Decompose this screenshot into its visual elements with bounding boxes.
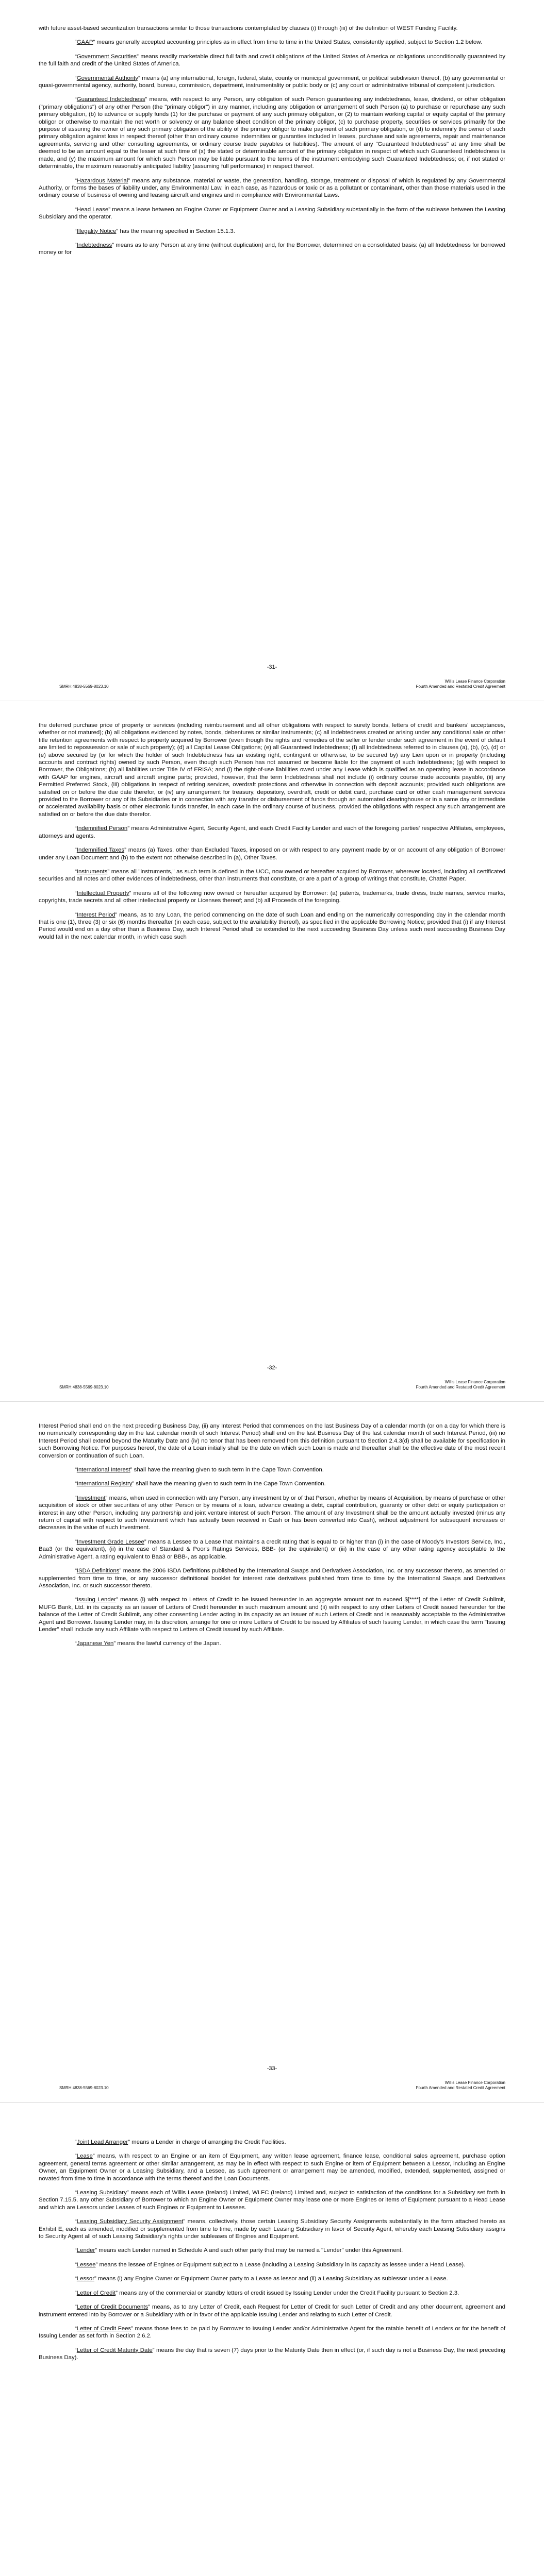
defined-term: Japanese Yen [76,1640,114,1647]
definition-paragraph: “Hazardous Material” means any substance, material or waste, the generation, handling, storage, treatment or disposal of which is regulated by any Governmental Authority, or forms the bases of liability under, any Environmental Law, in each case, as hazardous or toxic or as a pollutant or contaminant, other than those materials used in the ordinary course of business of owning and leasing aircraft and engines and in compliance with Environmental Laws. [39,177,506,199]
page-content [39,25,505,257]
defined-term: Governmental Authority [76,75,138,81]
definition-text: has the meaning specified in Section 15.1.3. [118,228,235,234]
definition-text: means any of the commercial or standby letters of credit issued by Issuing Lender under the Credit Facility pursuant to Section 2.3. [117,2290,459,2296]
defined-term: Investment [76,1495,106,1501]
defined-term: Letter of Credit Documents [76,2304,149,2311]
definition-text: means (i) any Engine Owner or Equipment Owner party to a Lease as lessor and (ii) a Leasing Subsidiary as sublessor under a Lease. [96,2276,448,2282]
definition-text: means the lessee of Engines or Equipment subject to a Lease (including a Leasing Subsidiary in its capacity as lessee under a Head Lease). [97,2261,466,2268]
definition-paragraph: “Instruments” means all "instruments," as such term is defined in the UCC, now owned or hereafter acquired by Borrower, wherever located, including all certificated securities and all notes and other evidences of indebtedness, other than instruments that constitute, or are a part of a group of writings that constitute, Chattel Paper. [39,868,505,883]
definition-text: means each Lender named in Schedule A and each other party that may be named a "Lender" under this Agreement. [97,2247,403,2254]
page [0,0,544,701]
footer-title [416,679,505,689]
page-number: -31- [267,664,277,670]
page [0,701,544,1401]
definition-text: means the lawful currency of the Japan. [116,1640,221,1647]
defined-term: Head Lease [76,206,109,213]
document-id: SMRH:4838-5569-8023.10 [59,1385,109,1389]
definition-paragraph: “Lender” means each Lender named in Schedule A and each other party that may be named a "Lender" under this Agreement. [75,2247,403,2254]
definition-text: means, as to any Loan, the period commencing on the date of such Loan and ending on the numerically corresponding day in the calendar month that is one (1), three (3) or six (6) months thereafter (in each case, subject to the availability thereof), as specified in the applicable Borrowing Notice; provided that (i) if any Interest Period would end on a day other than a Business Day, such Interest Period shall be extended to the next succeeding Business Day unless such next succeeding Business Day would fall in the next calendar month, in which case such [39,911,506,940]
document-id: SMRH:4838-5569-8023.10 [59,684,109,689]
page [0,2102,544,2576]
page-number: -33- [267,2065,277,2072]
defined-term: Indemnified Taxes [76,847,125,854]
definition-text: means a Lender in charge of arranging the Credit Facilities. [130,2139,286,2145]
defined-term: Hazardous Material [76,177,128,184]
defined-term: Intellectual Property [76,890,129,896]
company-name: Willis Lease Finance Corporation [444,679,505,684]
defined-term: Joint Lead Arranger [76,2139,128,2145]
definition-text: means, collectively, those certain Leasing Subsidiary Security Assignments substantially in the form attached hereto as Exhibit E, each as amended, modified or supplemented from time to time, made by each Leasing Subsidiary in favor of Security Agent, whereby each Leasing Subsidiary assigns to Security Agent all of such Leasing Subsidiary's rights under subleases of Engines and Equipment. [39,2218,505,2240]
definition-paragraph: “Joint Lead Arranger” means a Lender in charge of arranging the Credit Facilities. [75,2139,286,2145]
definition-text: means, with respect to an Engine or an item of Equipment, any written lease agreement, finance lease, conditional sales agreement, purchase option agreement, general terms agreement or other similar arrangement, as may be in effect with respect to such Engine or item of Equipment between a Lessor, including an Engine Owner, an Equipment Owner or a Leasing Subsidiary, and a Lessee, as such agreement or arrangement may be amended, modified, extended, supplemented, assigned or novated from time to time in accordance with the terms thereof and the Loan Documents. [39,2153,505,2182]
definition-text: means, with respect to any Person, any obligation of such Person guaranteeing any indebtedness, lease, dividend, or other obligation ("primary obligations") of any other Person (the "primary obligor") in any manner, including any obligation or arrangement of such Person (a) to purchase or repurchase any such primary obligation, (b) to advance or supply funds (1) for the purchase or payment of any such primary obligation, or (2) to maintain working capital or equity capital of the primary obligor or otherwise to maintain the net worth or solvency or any balance sheet condition of the primary obligor, (c) to purchase property, securities or services primarily for the purpose of assuring the owner of any such primary obligation of the ability of the primary obligor to make payment of such primary obligation, or (d) to indemnify the owner of such primary obligation against loss in respect thereof (other than ordinary course indemnities or guaranties included in leases, purchase and sale agreements, repair and maintenance agreements, servicing and other consulting agreements, or ordinary course trade payables or liabilities). The amount of any "Guaranteed Indebtedness" at any time shall be deemed to be an amount equal to the lesser at such time of (x) the stated or determinable amount of the primary obligation in respect of which such Guaranteed Indebtedness is made, and (y) the maximum amount for which such Person may be liable pursuant to the terms of the instrument embodying such Guaranteed Indebtedness; or, if not stated or determinable, the maximum reasonably anticipated liability (assuming full performance) in respect thereof. [39,96,505,170]
definition-paragraph: “Guaranteed Indebtedness” means, with respect to any Person, any obligation of such Person guaranteeing any indebtedness, lease, dividend, or other obligation ("primary obligations") of any other Person (the "primary obligor") in any manner, including any obligation or arrangement of such Person (a) to purchase or repurchase any such primary obligation, (b) to advance or supply funds (1) for the purchase or payment of any such primary obligation, or (2) to maintain working capital or equity capital of the primary obligor or otherwise to maintain the net worth or solvency or any balance sheet condition of the primary obligor, (c) to purchase property, securities or services primarily for the purpose of assuring the owner of any such primary obligation of the ability of the primary obligor to make payment of such primary obligation, or (d) to indemnify the owner of such primary obligation against loss in respect thereof (other than ordinary course indemnities or guaranties included in leases, purchase and sale agreements, repair and maintenance agreements, servicing and other consulting agreements, or ordinary course trade payables or liabilities). The amount of any "Guaranteed Indebtedness" at any time shall be deemed to be an amount equal to the lesser at such time of (x) the stated or determinable amount of the primary obligation in respect of which such Guaranteed Indebtedness is made, and (y) the maximum amount for which such Person may be liable pursuant to the terms of the instrument embodying such Guaranteed Indebtedness; or, if not stated or determinable, the maximum reasonably anticipated liability (assuming full performance) in respect thereof. [39,96,505,170]
company-name: Willis Lease Finance Corporation [444,2080,505,2085]
defined-term: ISDA Definitions [76,1568,120,1574]
defined-term: Indemnified Person [76,825,128,832]
definition-paragraph: “Leasing Subsidiary” means each of Willis Lease (Ireland) Limited, WLFC (Ireland) Limited and, subject to satisfaction of the conditions for a Subsidiary set forth in Section 7.15.5, any other Subsidiary of Borrower to which an Engine Owner or Equipment Owner may lease one or more Engines or items of Equipment pursuant to a Head Lease and which are Lessors under Leases of such Engines or Equipment to Lessees. [39,2190,505,2211]
defined-term: GAAP [76,39,93,46]
definition-paragraph: “Indemnified Person” means Administrative Agent, Security Agent, and each Credit Facility Lender and each of the foregoing parties' respective Affiliates, employees, attorneys and agents. [39,825,505,839]
page-number: -32- [267,1365,277,1371]
continued-paragraph: Interest Period shall end on the next preceding Business Day, (ii) any Interest Period that commences on the last Business Day of a calendar month (or on a day for which there is no numerically corresponding day in the last calendar month of such Interest Period) shall end on the last Business Day of the last calendar month of such Interest Period, (iii) no Interest Period shall extend beyond the Maturity Date and (iv) no tenor that has been removed from this definition pursuant to Section 2.4.3(d) shall be available for specification in such Borrowing Notice. For purposes hereof, the date of a Loan initially shall be the date on which such Loan is made and thereafter shall be the effective date of the most recent conversion or continuation of such Loan. [39,1423,505,1459]
definition-paragraph: “International Registry” shall have the meaning given to such term in the Cape Town Convention. [75,1481,326,1487]
definition-text: means any substance, material or waste, the generation, handling, storage, treatment or disposal of which is regulated by any Governmental Authority, or forms the bases of liability under, any Environmental Law, in each case, as hazardous or toxic or as a pollutant or contaminant, other than those materials used in the ordinary course of business of owning and leasing aircraft and engines and in compliance with Environmental Laws. [39,177,506,199]
document-id: SMRH:4838-5569-8023.10 [59,2086,109,2090]
definition-paragraph: “Governmental Authority” means (a) any international, foreign, federal, state, county or municipal government, or political subdivision thereof, (b) any governmental or quasi-governmental agency, authority, board, bureau, commission, department, instrumentality or public body or (c) any court or administrative tribunal of competent jurisdiction. [39,75,505,89]
defined-term: Lessee [76,2261,96,2268]
definition-paragraph: “Letter of Credit Fees” means those fees to be paid by Borrower to Issuing Lender and/or Administrative Agent for the ratable benefit of Lenders or for the benefit of Issuing Lender as set forth in Section 2.6.2. [39,2325,505,2340]
definition-text: means as to any Person at any time (without duplication) and, for the Borrower, determined on a consolidated basis: (a) all Indebtedness for borrowed money or for [39,242,505,256]
definition-paragraph: “Letter of Credit Maturity Date” means the day that is seven (7) days prior to the Maturity Date then in effect (or, if such day is not a Business Day, the next preceding Business Day). [39,2347,505,2361]
definition-text: means (a) Taxes, other than Excluded Taxes, imposed on or with respect to any payment made by or on account of any obligation of Borrower under any Loan Document and (b) to the extent not otherwise described in (a), Other Taxes. [39,847,505,861]
defined-term: Letter of Credit Maturity Date [76,2347,153,2353]
definition-text: shall have the meaning given to such term in the Cape Town Convention. [132,1467,324,1473]
defined-term: Indebtedness [76,242,112,248]
agreement-name: Fourth Amended and Restated Credit Agreement [416,2086,505,2090]
definition-text: means readily marketable direct full faith and credit obligations of the United States of America or obligations unconditionally guaranteed by the full faith and credit of the United States of America. [39,53,505,67]
footer-title [416,1380,505,1390]
page-content [39,2139,505,2362]
definition-text: means, as to any Letter of Credit, each Request for Letter of Credit for such Letter of Credit and any other document, agreement and instrument entered into by Borrower or a Subsidiary with or in favor of the applicable Issuing Lender and relating to such Letter of Credit. [39,2304,505,2318]
defined-term: Issuing Lender [76,1597,116,1603]
definition-paragraph: “Government Securities” means readily marketable direct full faith and credit obligations of the United States of America or obligations unconditionally guaranteed by the full faith and credit of the United States of America. [39,53,505,67]
definition-paragraph: “GAAP” means generally accepted accounting principles as in effect from time to time in the United States, consistently applied, subject to Section 1.2 below. [75,39,482,46]
continued-paragraph: with future asset-based securitization transactions similar to those transactions contemplated by clauses (i) through (iii) of the definition of WEST Funding Facility. [39,25,458,31]
definition-paragraph: “Indebtedness” means as to any Person at any time (without duplication) and, for the Borrower, determined on a consolidated basis: (a) all Indebtedness for borrowed money or for [39,242,505,256]
definition-text: means the 2006 ISDA Definitions published by the International Swaps and Derivatives Association, Inc. or any successor thereto, as amended or supplemented from time to time, or any successor definitional booklet for interest rate derivatives published from time to time by the International Swaps and Derivatives Association, Inc. or such successor thereto. [39,1568,505,1589]
defined-term: Lease [76,2153,93,2160]
definition-text: means a lease between an Engine Owner or Equipment Owner and a Leasing Subsidiary substantially in the form of the sublease between the Leasing Subsidiary and the operator. [39,206,505,221]
page-footer [39,2066,505,2091]
definition-text: means Administrative Agent, Security Agent, and each Credit Facility Lender and each of the foregoing parties' respective Affiliates, employees, attorneys and agents. [39,825,505,839]
definition-paragraph: “ISDA Definitions” means the 2006 ISDA Definitions published by the International Swaps and Derivatives Association, Inc. or any successor thereto, as amended or supplemented from time to time, or any successor definitional booklet for interest rate derivatives published from time to time by the International Swaps and Derivatives Association, Inc. or such successor thereto. [39,1568,505,1589]
definition-text: means all "instruments," as such term is defined in the UCC, now owned or hereafter acquired by Borrower, wherever located, including all certificated securities and all notes and other evidences of indebtedness, other than instruments that constitute, or are a part of a group of writings that constitute, Chattel Paper. [39,868,505,883]
agreement-name: Fourth Amended and Restated Credit Agreement [416,684,505,689]
definition-paragraph: “Lessee” means the lessee of Engines or Equipment subject to a Lease (including a Leasing Subsidiary in its capacity as lessee under a Head Lease). [75,2261,466,2268]
continued-paragraph: the deferred purchase price of property or services (including reimbursement and all other obligations with respect to surety bonds, letters of credit and bankers' acceptances, whether or not matured); (b) all obligations evidenced by notes, bonds, debentures or similar instruments; (c) all indebtedness created or arising under any conditional sale or other title retention agreements with respect to property acquired by Borrower (even though the rights and remedies of the seller or lender under such agreement in the event of default are limited to repossession or sale of such property); (d) all Capital Lease Obligations; (e) all Guaranteed Indebtedness; (f) all Indebtedness referred to in clauses (a), (b), (c), (d) or (e) above secured by (or for which the holder of such Indebtedness has an existing right, contingent or otherwise, to be secured by) any Lien upon or in property (including accounts and contract rights) owned by such Person, even though such Person has not assumed or become liable for the payment of such Indebtedness; (g) with respect to Borrower, the Obligations; (h) all liabilities under Title IV of ERISA; and (i) the right-of-use liabilities owed under any Lease which is qualified as an operating lease in accordance with GAAP for engines, aircraft and aircraft engine parts; provided, however, that the term Indebtedness shall not include (i) ordinary course trade accounts payable, (ii) any Permitted Preferred Stock, (iii) obligations in respect of retiring services, overdraft protections and otherwise in connection with deposit accounts; provided such obligations are satisfied on or before the due date therefor, or (iv) any arrangement for treasury, depository, overdraft, credit or debit card, purchase card or other cash management services provided to the Borrower or any of its Subsidiaries or in connection with any transfer or disbursement of funds through an automated clearinghouse or in a same day or immediate or accelerated availability basis or other electronic funds transfer, in each case in the ordinary course of business, provided the obligations with respect any such arrangement are satisfied on or before the due date therefor. [39,722,505,818]
page [0,1401,544,2102]
definition-text: means each of Willis Lease (Ireland) Limited, WLFC (Ireland) Limited and, subject to satisfaction of the conditions for a Subsidiary set forth in Section 7.15.5, any other Subsidiary of Borrower to which an Engine Owner or Equipment Owner may lease one or more Engines or items of Equipment pursuant to a Head Lease and which are Lessors under Leases of such Engines or Equipment to Lessees. [39,2190,505,2211]
definition-text: means, when used in connection with any Person, any investment by or of that Person, whether by means of Acquisition, by means of purchase or other acquisition of stock or other securities of any other Person or by means of a loan, advance creating a debt, capital contribution, guaranty or other debt or equity participation or interest in any other Person, including any partnership and joint venture interest of such Person. The amount of any Investment shall be the amount actually invested (minus any return of capital with respect to such Investment which has actually been received in Cash or has been converted into Cash), without adjustment for subsequent increases or decreases in the value of such Investment. [39,1495,505,1531]
definition-paragraph: “Lease” means, with respect to an Engine or an item of Equipment, any written lease agreement, finance lease, conditional sales agreement, purchase option agreement, general terms agreement or other similar arrangement, as may be in effect with respect to such Engine or item of Equipment between a Lessor, including an Engine Owner, an Equipment Owner or a Leasing Subsidiary, and a Lessee, as such agreement or arrangement may be amended, modified, extended, supplemented, assigned or novated from time to time in accordance with the terms thereof and the Loan Documents. [39,2153,505,2182]
defined-term: Investment Grade Lessee [76,1538,144,1545]
definition-paragraph: “Illegality Notice” has the meaning specified in Section 15.1.3. [75,228,235,234]
definition-paragraph: “Investment” means, when used in connection with any Person, any investment by or of that Person, whether by means of Acquisition, by means of purchase or other acquisition of stock or other securities of any other Person or by means of a loan, advance creating a debt, capital contribution, guaranty or other debt or equity participation or interest in any other Person, including any partnership and joint venture interest of such Person. The amount of any Investment shall be the amount actually invested (minus any return of capital with respect to such Investment which has actually been received in Cash or has been converted into Cash), without adjustment for subsequent increases or decreases in the value of such Investment. [39,1495,505,1531]
definition-text: means those fees to be paid by Borrower to Issuing Lender and/or Administrative Agent for the ratable benefit of Lenders or for the benefit of Issuing Lender as set forth in Section 2.6.2. [39,2325,505,2340]
definition-text: means the day that is seven (7) days prior to the Maturity Date then in effect (or, if such day is not a Business Day, the next preceding Business Day). [39,2347,505,2361]
defined-term: Government Securities [76,53,137,60]
page-footer [39,665,505,689]
defined-term: Lessor [76,2276,94,2282]
defined-term: Leasing Subsidiary Security Assignment [76,2218,184,2225]
definition-text: means a Lessee to a Lease that maintains a credit rating that is equal to or higher than (i) in the case of Moody's Investors Service, Inc., Baa3 (or the equivalent), (ii) in the case of Standard & Poor's Ratings Services, BBB- (or the equivalent) or (iii) in the case of any other rating agency acceptable to the Administrative Agent, a rating equivalent to Baa3 or BBB-, as applicable. [39,1538,505,1560]
defined-term: Illegality Notice [76,228,117,234]
definition-text: means generally accepted accounting principles as in effect from time to time in the United States, consistently applied, subject to Section 1.2 below. [95,39,482,46]
definition-paragraph: “International Interest” shall have the meaning given to such term in the Cape Town Convention. [75,1467,324,1473]
definition-paragraph: “Investment Grade Lessee” means a Lessee to a Lease that maintains a credit rating that is equal to or higher than (i) in the case of Moody's Investors Service, Inc., Baa3 (or the equivalent), (ii) in the case of Standard & Poor's Ratings Services, BBB- (or the equivalent) or (iii) in the case of any other rating agency acceptable to the Administrative Agent, a rating equivalent to Baa3 or BBB-, as applicable. [39,1538,505,1560]
definition-text: means (a) any international, foreign, federal, state, county or municipal government, or political subdivision thereof, (b) any governmental or quasi-governmental agency, authority, board, bureau, commission, department, instrumentality or public body or (c) any court or administrative tribunal of competent jurisdiction. [39,75,505,89]
definition-paragraph: “Letter of Credit” means any of the commercial or standby letters of credit issued by Issuing Lender under the Credit Facility pursuant to Section 2.3. [75,2290,459,2296]
definition-paragraph: “Intellectual Property” means all of the following now owned or hereafter acquired by Borrower: (a) patents, trademarks, trade dress, trade names, service marks, copyrights, trade secrets and all other intellectual property or Licenses thereof; and (b) all Proceeds of the foregoing. [39,890,506,904]
agreement-name: Fourth Amended and Restated Credit Agreement [416,1385,505,1389]
definition-text: means all of the following now owned or hereafter acquired by Borrower: (a) patents, trademarks, trade dress, trade names, service marks, copyrights, trade secrets and all other intellectual property or Licenses thereof; and (b) all Proceeds of the foregoing. [39,890,506,904]
page-content [39,722,505,941]
definition-text: shall have the meaning given to such term in the Cape Town Convention. [134,1481,326,1487]
definition-paragraph: “Japanese Yen” means the lawful currency of the Japan. [75,1640,221,1647]
footer-title [416,2080,505,2091]
definition-paragraph: “Issuing Lender” means (i) with respect to Letters of Credit to be issued hereunder in an aggregate amount not to exceed $[****] of the Letter of Credit Sublimit, MUFG Bank, Ltd. in its capacity as an issuer of Letters of Credit hereunder in such maximum amount and (ii) with respect to any other Letters of Credit issued hereunder for the balance of the Letter of Credit Sublimit, any other consenting Lender acting in its capacity as an issuer of such Letters of Credit and is reasonably acceptable to the Administrative Agent and Borrower. Issuing Lender may, in its discretion, arrange for one or more Letters of Credit to be issued by Affiliates of such Issuing Lender, in which case the term "Issuing Lender" shall include any such Affiliate with respect to Letters of Credit issued by such Affiliate. [39,1597,505,1633]
defined-term: Lender [76,2247,95,2254]
defined-term: Instruments [76,868,108,875]
defined-term: Letter of Credit [76,2290,116,2296]
defined-term: International Registry [76,1481,133,1487]
page-footer [39,1365,505,1390]
defined-term: Guaranteed Indebtedness [76,96,145,103]
definition-text: means (i) with respect to Letters of Credit to be issued hereunder in an aggregate amount not to exceed $[****] of the Letter of Credit Sublimit, MUFG Bank, Ltd. in its capacity as an issuer of Letters of Credit hereunder in such maximum amount and (ii) with respect to any other Letters of Credit issued hereunder for the balance of the Letter of Credit Sublimit, any other consenting Lender acting in its capacity as an issuer of such Letters of Credit and is reasonably acceptable to the Administrative Agent and Borrower. Issuing Lender may, in its discretion, arrange for one or more Letters of Credit to be issued by Affiliates of such Issuing Lender, in which case the term "Issuing Lender" shall include any such Affiliate with respect to Letters of Credit issued by such Affiliate. [39,1597,505,1633]
definition-paragraph: “Letter of Credit Documents” means, as to any Letter of Credit, each Request for Letter of Credit for such Letter of Credit and any other document, agreement and instrument entered into by Borrower or a Subsidiary with or in favor of the applicable Issuing Lender and relating to such Letter of Credit. [39,2304,505,2318]
page-content [39,1422,505,1648]
defined-term: Leasing Subsidiary [76,2190,127,2196]
definition-paragraph: “Head Lease” means a lease between an Engine Owner or Equipment Owner and a Leasing Subsidiary substantially in the form of the sublease between the Leasing Subsidiary and the operator. [39,206,505,221]
defined-term: Letter of Credit Fees [76,2325,131,2332]
definition-paragraph: “Leasing Subsidiary Security Assignment” means, collectively, those certain Leasing Subsidiary Security Assignments substantially in the form attached hereto as Exhibit E, each as amended, modified or supplemented from time to time, made by each Leasing Subsidiary in favor of Security Agent, whereby each Leasing Subsidiary assigns to Security Agent all of such Leasing Subsidiary's rights under subleases of Engines and Equipment. [39,2218,505,2240]
definition-paragraph: “Interest Period” means, as to any Loan, the period commencing on the date of such Loan and ending on the numerically corresponding day in the calendar month that is one (1), three (3) or six (6) months thereafter (in each case, subject to the availability thereof), as specified in the applicable Borrowing Notice; provided that (i) if any Interest Period would end on a day other than a Business Day, such Interest Period shall be extended to the next succeeding Business Day unless such next succeeding Business Day would fall in the next calendar month, in which case such [39,911,506,940]
company-name: Willis Lease Finance Corporation [444,1380,505,1384]
defined-term: Interest Period [76,911,116,918]
defined-term: International Interest [76,1467,130,1473]
definition-paragraph: “Lessor” means (i) any Engine Owner or Equipment Owner party to a Lease as lessor and (ii) a Leasing Subsidiary as sublessor under a Lease. [75,2276,448,2282]
definition-paragraph: “Indemnified Taxes” means (a) Taxes, other than Excluded Taxes, imposed on or with respect to any payment made by or on account of any obligation of Borrower under any Loan Document and (b) to the extent not otherwise described in (a), Other Taxes. [39,847,505,861]
